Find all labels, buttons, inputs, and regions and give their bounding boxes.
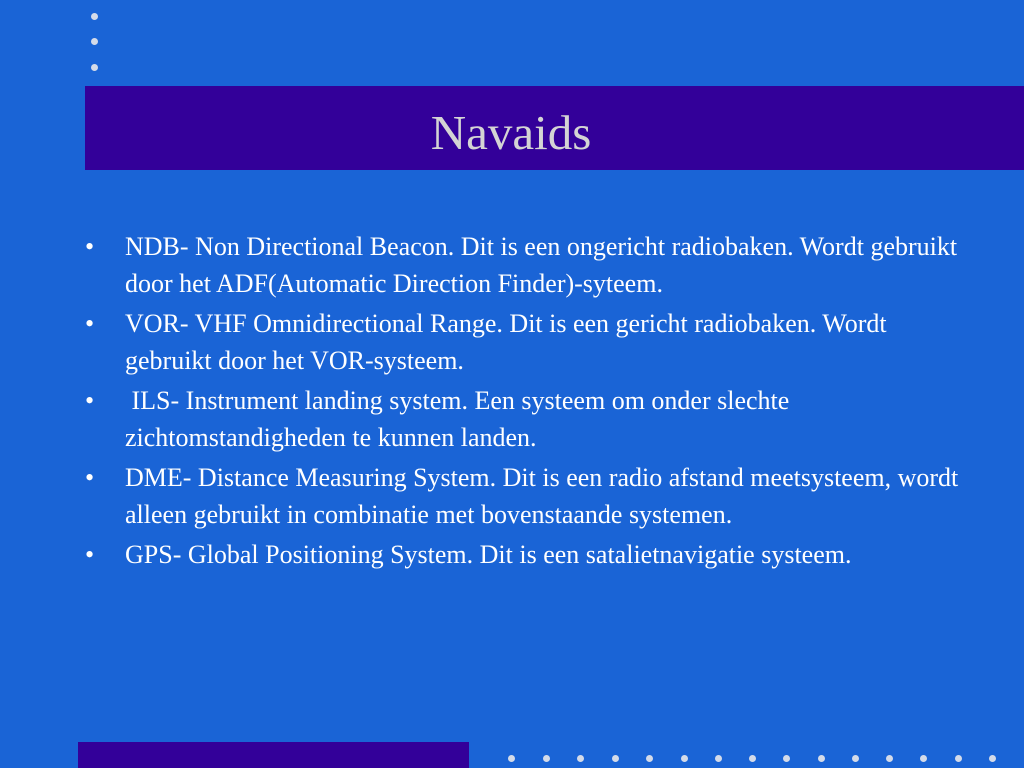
bullet-item	[85, 228, 965, 302]
decorative-dot	[783, 755, 790, 762]
decorative-dot	[989, 755, 996, 762]
decorative-dot	[818, 755, 825, 762]
decorative-dot	[543, 755, 550, 762]
bullet-icon: •	[85, 463, 95, 492]
decorative-dot	[955, 755, 962, 762]
decorative-dot	[715, 755, 722, 762]
bullet-text: GPS- Global Positioning System. Dit is een satalietnavigatie systeem.	[125, 540, 852, 569]
slide-title: Navaids	[430, 105, 592, 160]
decorative-dot	[508, 755, 515, 762]
decorative-dot	[646, 755, 653, 762]
title-bar	[85, 86, 1024, 170]
decorative-dot	[91, 13, 98, 20]
bullet-text: NDB- Non Directional Beacon. Dit is een ongericht radiobaken. Wordt gebruikt door het ADF(Automatic Direction Finder)-syteem.	[125, 232, 964, 298]
bullet-item	[85, 305, 965, 379]
bullet-text: VOR- VHF Omnidirectional Range. Dit is een gericht radiobaken. Wordt gebruikt door het VOR-systeem.	[125, 309, 894, 375]
bullet-item	[85, 382, 965, 456]
bullet-icon: •	[85, 232, 95, 261]
decorative-dot	[577, 755, 584, 762]
bullet-text: DME- Distance Measuring System. Dit is een radio afstand meetsysteem, wordt alleen gebruikt in combinatie met bovenstaande systemen.	[125, 463, 965, 529]
bullet-icon: •	[85, 386, 95, 415]
decorative-dot	[886, 755, 893, 762]
decorative-dot	[749, 755, 756, 762]
decorative-dot	[91, 38, 98, 45]
bullet-icon: •	[85, 540, 95, 569]
bullet-item	[85, 459, 965, 533]
decorative-dot	[920, 755, 927, 762]
bottom-accent-bar	[78, 742, 469, 768]
bullet-item	[85, 536, 965, 573]
bullet-list	[85, 228, 965, 576]
decorative-dot	[612, 755, 619, 762]
decorative-dot	[681, 755, 688, 762]
decorative-dot	[91, 64, 98, 71]
decorative-dot	[852, 755, 859, 762]
bullet-icon: •	[85, 309, 95, 338]
bullet-text: ILS- Instrument landing system. Een systeem om onder slechte zichtomstandigheden te kunnen landen.	[125, 386, 796, 452]
